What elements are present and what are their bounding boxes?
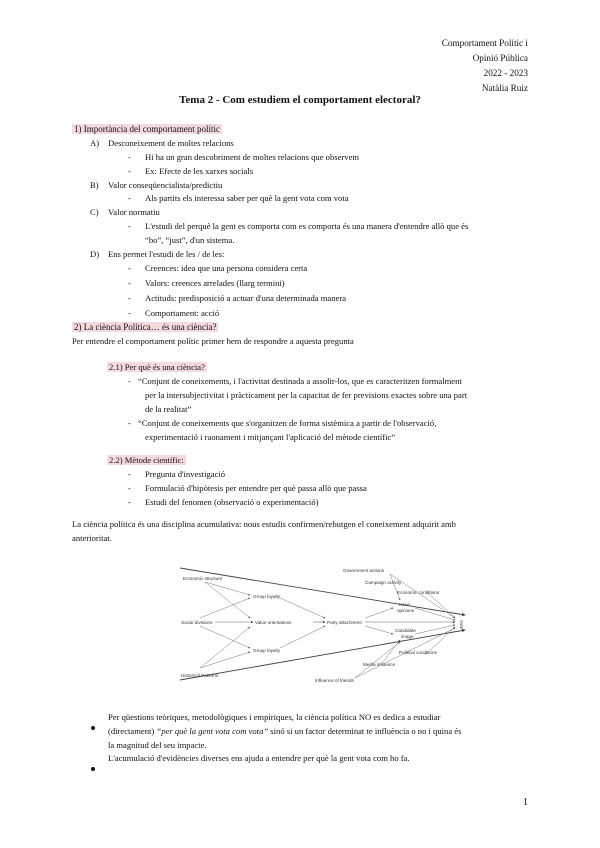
dash-bullet: - <box>128 263 131 273</box>
label-government-actions: Government actions <box>343 568 385 573</box>
section-2-intro: Per entendre el comportament polític primer hem de respondre a aquesta pregunta <box>72 336 354 346</box>
label-candidate-image-1: Candidate <box>395 628 416 633</box>
cumulative-paragraph-line2: anterioritat. <box>72 533 112 543</box>
definition-2-line1: “Conjunt de coneixements que s'organitzen de forma sistèmica a partir de l'observació, <box>138 418 437 428</box>
definition-2-line2: experimentació i raonament i mitjançant l'aplicació del mètode científic” <box>145 432 396 442</box>
dash-bullet: - <box>128 418 131 428</box>
label-issue-opinions-2: opinions <box>397 608 415 613</box>
dash-bullet: - <box>128 469 131 479</box>
label-social-divisions: Social divisions <box>181 620 213 625</box>
list-item-c: Valor normatiu <box>108 207 160 217</box>
label-campaign-activity: Campaign activity <box>365 580 402 585</box>
method-step-1: Pregunta d'investigació <box>145 469 226 479</box>
list-item-d-2: Valors: creences arrelades (llarg termini) <box>145 278 285 288</box>
dash-bullet: - <box>128 152 131 162</box>
list-item-c-1b: “bo”, “just”, d'un sistema. <box>145 235 235 245</box>
label-group-loyalty-top: Group loyalty <box>253 594 281 599</box>
subsection-2-2-heading: 2.2) Mètode científic: <box>109 455 184 465</box>
list-marker-d: D) <box>90 249 100 259</box>
list-marker-c: C) <box>90 207 99 217</box>
list-item-a-2: Ex: Efecte de les xarxes socials <box>145 166 254 176</box>
label-political-conditions: Political conditions <box>399 650 437 655</box>
label-vote: Vote <box>459 620 464 630</box>
conclusion-1-line2 <box>108 726 461 736</box>
label-party-attachment: Party attachment <box>327 620 362 625</box>
dash-bullet: - <box>128 293 131 303</box>
dash-bullet: - <box>128 193 131 203</box>
cumulative-paragraph-line1: La ciència política és una disciplina acumulativa: nous estudis confirmen/rebutgen el coneixement adquirit amb <box>72 519 456 529</box>
dash-bullet: - <box>128 483 131 493</box>
conclusion-1-line2-post: sinó si un factor determinat te influència o no i quina és <box>268 726 462 736</box>
definition-1-line3: de la realitat” <box>145 404 192 414</box>
label-economic-structure: Economic structure <box>183 576 223 581</box>
conclusion-1-line2-pre: (directament) <box>108 726 157 736</box>
label-candidate-image-2: image <box>401 634 414 639</box>
list-item-b: Valor conseqüencialista/predictiu <box>108 180 223 190</box>
dash-bullet: - <box>128 166 131 176</box>
funnel-of-causality-diagram <box>175 560 475 690</box>
page-number: 1 <box>523 797 528 808</box>
label-media-influence: Media influence <box>363 662 396 667</box>
conclusion-2: L'acumulació d'evidències diverses ens ajuda a entendre per què la gent vota com ho fa. <box>108 753 410 763</box>
label-value-orientations: Value orientations <box>255 620 292 625</box>
definition-1-line2: per la intersubjectivitat i pràcticament per la capacitat de fer previsions exactes sobre una part <box>145 390 468 400</box>
label-group-loyalty-bottom: Group loyalty <box>253 648 281 653</box>
header-course-line1: Comportament Polític i <box>441 38 528 48</box>
label-historical-patterns: Historical Patterns <box>181 673 219 678</box>
dash-bullet: - <box>128 308 131 318</box>
list-marker-a: A) <box>90 138 100 148</box>
header-author: Natàlia Ruiz <box>481 83 528 93</box>
dash-bullet: - <box>128 376 131 386</box>
dash-bullet: - <box>128 278 131 288</box>
label-issue-opinions-1: Issue <box>399 602 410 607</box>
dash-bullet: - <box>128 497 131 507</box>
conclusion-1-line3: la magnitud del seu impacte. <box>108 740 207 750</box>
list-item-d-3: Actituds: predisposició a actuar d'una determinada manera <box>145 293 347 303</box>
label-economic-conditions: Economic conditions <box>397 590 440 595</box>
method-step-3: Estudi del fenomen (observació o experimentació) <box>145 497 319 507</box>
list-item-d: Ens permet l'estudi de les / de les: <box>108 249 225 259</box>
list-item-a: Desconeixement de moltes relacions <box>108 138 234 148</box>
header-year: 2022 - 2023 <box>483 68 528 78</box>
conclusion-1-line1: Per qüestions teòriques, metodològiques i empíriques, la ciència política NO es dedica a estudiar <box>108 712 441 722</box>
page-title: Tema 2 - Com estudiem el comportament electoral? <box>179 94 421 106</box>
label-influence-of-friends: Influence of friends <box>315 678 354 683</box>
list-item-c-1a: L'estudi del perquè la gent es comporta com es comporta és una manera d'entendre allò que és <box>145 221 469 231</box>
funnel-lower-edge <box>180 630 465 680</box>
dash-bullet: - <box>128 221 131 231</box>
list-item-a-1: Hi ha un gran descobriment de moltes relacions que observem <box>145 152 360 162</box>
section-1-heading: 1) Importància del comportament polític <box>74 124 220 134</box>
subsection-2-1-heading: 2.1) Per què és una ciència? <box>109 362 205 372</box>
list-item-d-1: Creences: idea que una persona considera certa <box>145 263 308 273</box>
bullet-dot <box>91 767 95 771</box>
definition-1-line1: “Conjunt de coneixements, i l'activitat destinada a assolir-los, que es caracteritzen formalment <box>138 376 462 386</box>
section-2-heading: 2) La ciència Política… és una ciència? <box>74 322 217 332</box>
conclusion-1-quote: “per què la gent vota com vota” <box>156 726 269 736</box>
bullet-dot <box>91 726 95 730</box>
list-item-d-4: Comportament: acció <box>145 308 220 318</box>
header-course-line2: Opinió Pública <box>472 53 528 63</box>
method-step-2: Formulació d'hipòtesis per entendre per què passa allò que passa <box>145 483 367 493</box>
list-marker-b: B) <box>90 180 99 190</box>
list-item-b-1: Als partits els interessa saber per què la gent vota com vota <box>145 193 349 203</box>
